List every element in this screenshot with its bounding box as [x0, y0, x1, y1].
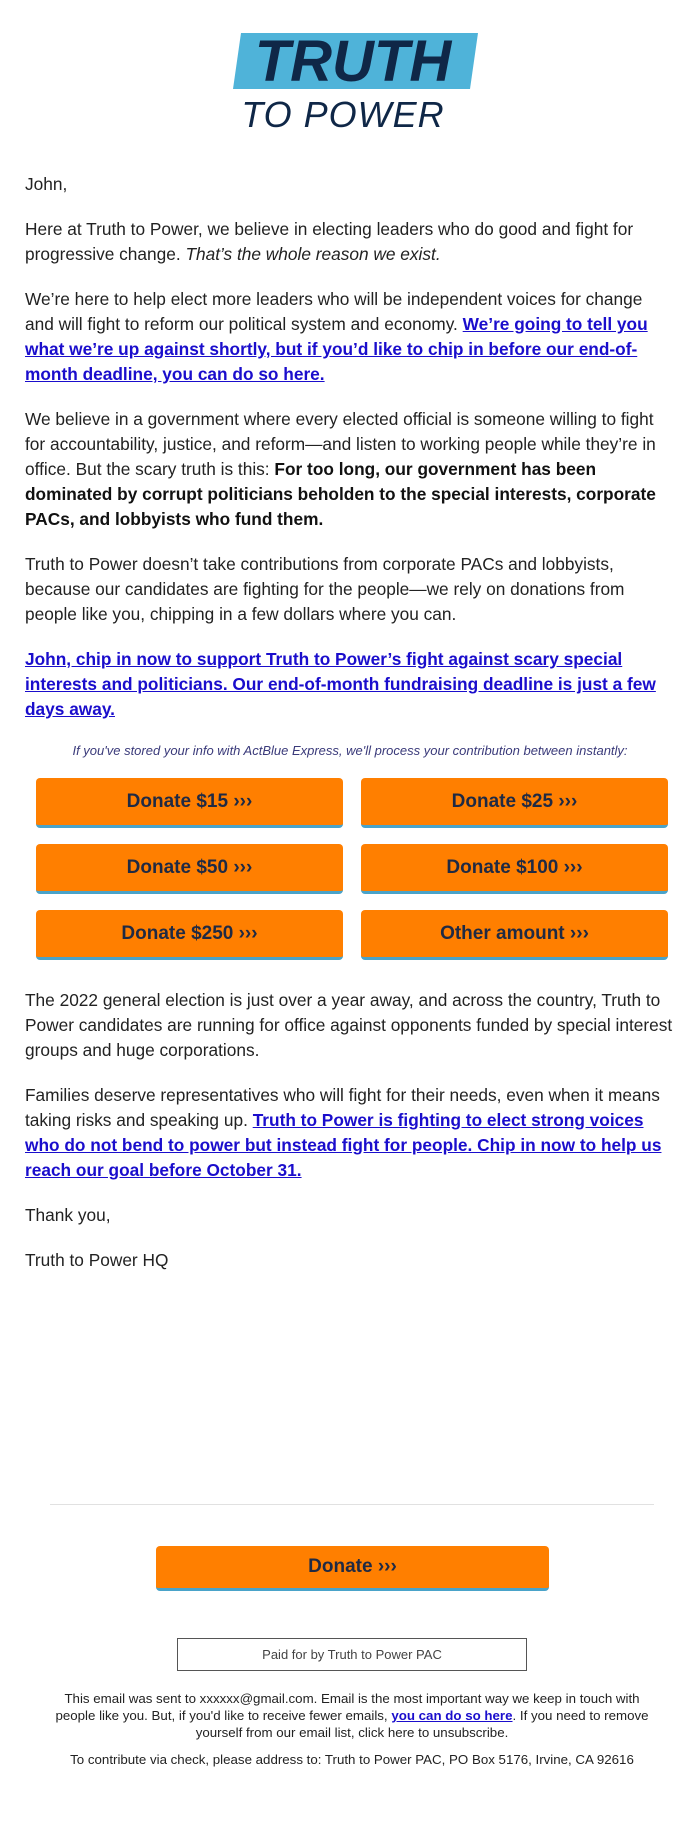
- paragraph-intro: Here at Truth to Power, we believe in electing leaders who do good and fight for progressive change. That’s the whole reason we exist.: [25, 219, 634, 264]
- donate-15-button[interactable]: Donate $15 ›››: [36, 778, 343, 828]
- elect-strong-voices-link[interactable]: Truth to Power is fighting to elect strong voices who do not bend to power but instead fight for people. Chip in now to help us reach our goal before October 31.: [25, 1110, 662, 1180]
- greeting: John,: [25, 174, 68, 194]
- donate-main-button[interactable]: Donate ›››: [156, 1546, 549, 1591]
- paragraph-government: We believe in a government where every elected official is someone willing to fight for accountability, justice, and reform—and listen to working people while they’re in office. But the scary truth is this: For too long, our government has been dominated by corrupt politicians beholden to the special interests, corporate PACs, and lobbyists who fund them.: [25, 409, 656, 529]
- paragraph-contributions: Truth to Power doesn’t take contributions from corporate PACs and lobbyists, because our candidates are fighting for the people—we rely on donations from people like you, chipping in a few dollars where you can.: [25, 554, 625, 624]
- donate-250-button[interactable]: Donate $250 ›››: [36, 910, 343, 960]
- donate-25-button[interactable]: Donate $25 ›››: [361, 778, 668, 828]
- signoff: Thank you,: [25, 1205, 111, 1225]
- chip-in-link[interactable]: We’re going to tell you what we’re up against shortly, but if you’d like to chip in before our end-of-month deadline, you can do so here.: [25, 314, 648, 384]
- divider: [50, 1504, 654, 1505]
- fewer-emails-link[interactable]: you can do so here: [391, 1708, 513, 1723]
- donate-50-button[interactable]: Donate $50 ›››: [36, 844, 343, 894]
- signature: Truth to Power HQ: [25, 1250, 169, 1270]
- footer-text: This email was sent to xxxxxx@gmail.com. Email is the most important way we keep in touch with people like you. But, if you'd like to receive fewer emails, you can do so here. If you need to remove yourself from our email list, click here to unsubscribe.: [55, 1691, 649, 1740]
- mailing-address: To contribute via check, please address to: Truth to Power PAC, PO Box 5176, Irvine, CA 92616: [70, 1752, 634, 1767]
- paragraph-chip-in: [25, 647, 675, 722]
- donate-button-grid: [36, 778, 675, 960]
- intro-italic: That’s the whole reason we exist.: [185, 244, 441, 264]
- bold-statement: For too long, our government has been dominated by corrupt politicians beholden to the special interests, corporate PACs, and lobbyists who fund them.: [25, 459, 656, 529]
- svg-text:TRUTH: TRUTH: [254, 31, 452, 94]
- paid-for-disclaimer: Paid for by Truth to Power PAC: [177, 1638, 527, 1671]
- message-content: [25, 172, 675, 1293]
- paragraph-mission: We’re here to help elect more leaders who will be independent voices for change and will fight to reform our political system and economy. We’re going to tell you what we’re up against shortly, but if you’d like to chip in before our end-of-month deadline, you can do so here.: [25, 289, 648, 384]
- truth-to-power-logo: [233, 31, 478, 133]
- donate-other-amount-button[interactable]: Other amount ›››: [361, 910, 668, 960]
- support-fight-link[interactable]: John, chip in now to support Truth to Power’s fight against scary special interests and politicians. Our end-of-month fundraising deadline is just a few days away.: [25, 649, 656, 719]
- actblue-express-note: If you've stored your info with ActBlue Express, we'll process your contribution between instantly:: [72, 743, 628, 758]
- svg-text:TO POWER: TO POWER: [241, 94, 445, 133]
- donate-100-button[interactable]: Donate $100 ›››: [361, 844, 668, 894]
- paragraph-families: Families deserve representatives who will fight for their needs, even when it means taking risks and speaking up. Truth to Power is fighting to elect strong voices who do not bend to power but instead fight for people. Chip in now to help us reach our goal before October 31.: [25, 1085, 662, 1180]
- paragraph-election: The 2022 general election is just over a year away, and across the country, Truth to Power candidates are running for office against opponents funded by special interest groups and huge corporations.: [25, 990, 673, 1060]
